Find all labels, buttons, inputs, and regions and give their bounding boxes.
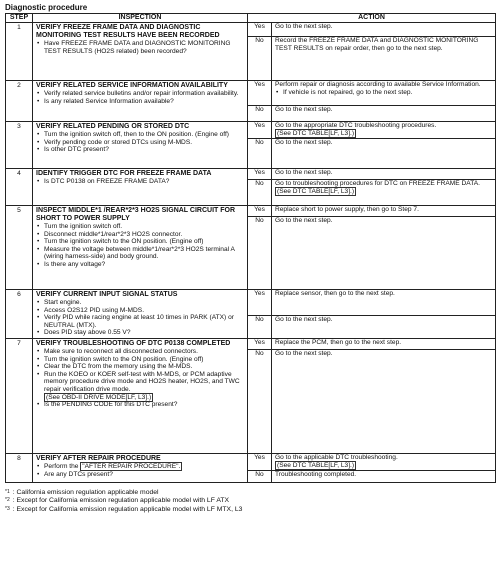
- inspection-cell: [33, 169, 248, 206]
- action-text: Go to troubleshooting procedures for DTC on FREEZE FRAME DATA.: [275, 180, 480, 187]
- inspection-bullet: • Have FREEZE FRAME DATA and DIAGNOSTIC MONITORING TEST RESULTS (HO2S related) been recorded?: [36, 40, 245, 55]
- action-no: Go to the next step.: [272, 315, 496, 338]
- action-bullet: • If vehicle is not repaired, go to the next step.: [275, 89, 493, 97]
- step-title: VERIFY TROUBLESHOOTING OF DTC P0138 COMPLETED: [36, 339, 231, 347]
- footnote-mark: *3: [5, 505, 10, 512]
- inspection-bullet: • Is there any voltage?: [36, 261, 245, 269]
- inspection-bullet: • Measure the voltage between middle*1/rear*2*3 HO2S terminal A (wiring harness-side) and body ground.: [36, 246, 245, 261]
- answer-yes: Yes: [248, 81, 272, 106]
- action-yes: [272, 81, 496, 106]
- inspection-bullet: • Are any DTCs present?: [36, 471, 245, 479]
- answer-no: No: [248, 349, 272, 453]
- action-text: Go to the appropriate DTC troubleshooting procedures.: [275, 122, 437, 129]
- header-step: STEP: [6, 14, 33, 23]
- inspection-cell: [33, 81, 248, 122]
- action-yes: [272, 122, 496, 139]
- inspection-bullet: • Verify PID while racing engine at least 10 times in PARK (ATX) or NEUTRAL (MTX).: [36, 314, 245, 329]
- inspection-bullet: • Does PID stay above 0.55 V?: [36, 329, 245, 337]
- inspection-bullet: • Turn the ignition switch to the ON position. (Engine off): [36, 238, 245, 246]
- dtc-table-link[interactable]: (See DTC TABLE[LF, L3].): [277, 129, 355, 137]
- inspection-cell: [33, 453, 248, 482]
- answer-yes: Yes: [248, 338, 272, 349]
- inspection-cell: [33, 290, 248, 339]
- inspection-bullet: • Clear the DTC from the memory using the M-MDS.: [36, 363, 245, 371]
- footnote-mark: *1: [5, 488, 10, 495]
- inspection-bullet: • Is the PENDING CODE for this DTC present?: [36, 401, 245, 409]
- step-title: VERIFY RELATED PENDING OR STORED DTC: [36, 123, 190, 130]
- inspection-bullet: [36, 463, 245, 471]
- action-no: Go to the next step.: [272, 139, 496, 169]
- action-no: Go to the next step.: [272, 349, 496, 453]
- action-yes: [272, 453, 496, 470]
- step-number: 6: [6, 290, 33, 339]
- page-heading: Diagnostic procedure: [5, 3, 88, 12]
- answer-yes: Yes: [248, 290, 272, 316]
- answer-yes: Yes: [248, 206, 272, 217]
- dtc-table-link[interactable]: (See DTC TABLE[LF, L3].): [277, 187, 355, 195]
- answer-no: No: [248, 106, 272, 122]
- obd-drive-mode-link[interactable]: (See OBD-II DRIVE MODE[LF, L3].): [46, 393, 152, 401]
- footnote-text: : Except for California emission regulation applicable model with LF MTX, L3: [12, 505, 243, 513]
- step-number: 8: [6, 453, 33, 482]
- inspection-bullet: • Disconnect middle*1/rear*2*3 HO2S connector.: [36, 231, 245, 239]
- inspection-cell: [33, 206, 248, 290]
- step-number: 3: [6, 122, 33, 169]
- inspection-bullet: [36, 371, 245, 401]
- step-title: VERIFY AFTER REPAIR PROCEDURE: [36, 454, 161, 462]
- footnote: [5, 506, 495, 514]
- action-yes: Go to the next step.: [272, 169, 496, 180]
- answer-yes: Yes: [248, 23, 272, 37]
- step-title: INSPECT MIDDLE*1 /REAR*2*3 HO2S SIGNAL CIRCUIT FOR SHORT TO POWER SUPPLY: [36, 207, 236, 222]
- action-yes: Replace sensor, then go to the next step.: [272, 290, 496, 316]
- action-yes: Replace short to power supply, then go to Step 7.: [272, 206, 496, 217]
- action-yes: Replace the PCM, then go to the next step.: [272, 338, 496, 349]
- answer-yes: Yes: [248, 169, 272, 180]
- inspection-cell: [33, 23, 248, 81]
- answer-no: No: [248, 217, 272, 290]
- answer-no: No: [248, 180, 272, 206]
- after-repair-procedure-link[interactable]: "AFTER REPAIR PROCEDURE".: [82, 462, 181, 470]
- step-title: IDENTIFY TRIGGER DTC FOR FREEZE FRAME DATA: [36, 170, 212, 177]
- step-title: VERIFY CURRENT INPUT SIGNAL STATUS: [36, 291, 178, 298]
- diagnostic-table: [5, 13, 496, 483]
- action-no: Record the FREEZE FRAME DATA and DIAGNOSTIC MONITORING TEST RESULTS on repair order, then go to the next step.: [272, 37, 496, 81]
- step-number: 7: [6, 338, 33, 453]
- bullet-text: Run the KOEO or KOER self-test with M-MDS, or PCM adaptive memory procedure drive mode and HO2S heater, HO2S, and TWC repair verification drive mode.: [44, 370, 240, 393]
- header-inspection: INSPECTION: [33, 14, 248, 23]
- footnote-text: : California emission regulation applicable model: [12, 488, 159, 496]
- inspection-bullet: • Turn the ignition switch off, then to the ON position. (Engine off): [36, 131, 245, 139]
- inspection-cell: [33, 122, 248, 169]
- action-no: Go to the next step.: [272, 106, 496, 122]
- answer-yes: Yes: [248, 453, 272, 470]
- inspection-bullet: • Make sure to reconnect all disconnected connectors.: [36, 348, 245, 356]
- bullet-text: Perform the: [44, 462, 79, 470]
- footnote: [5, 489, 495, 497]
- step-number: 4: [6, 169, 33, 206]
- footnote-mark: *2: [5, 497, 10, 504]
- step-title: VERIFY FREEZE FRAME DATA AND DIAGNOSTIC MONITORING TEST RESULTS HAVE BEEN RECORDED: [36, 24, 220, 39]
- inspection-bullet: • Is DTC P0138 on FREEZE FRAME DATA?: [36, 178, 245, 186]
- inspection-bullet: • Verify pending code or stored DTCs using M-MDS.: [36, 139, 245, 147]
- inspection-bullet: • Is any related Service Information available?: [36, 98, 245, 106]
- answer-no: No: [248, 315, 272, 338]
- action-no: [272, 180, 496, 206]
- inspection-cell: [33, 338, 248, 453]
- inspection-bullet: • Turn the ignition switch to the ON position. (Engine off): [36, 356, 245, 364]
- action-no: Go to the next step.: [272, 217, 496, 290]
- inspection-bullet: • Turn the ignition switch off.: [36, 223, 245, 231]
- inspection-bullet: • Start engine.: [36, 299, 245, 307]
- footnote-text: : Except for California emission regulation applicable model with LF ATX: [12, 497, 230, 505]
- step-title: VERIFY RELATED SERVICE INFORMATION AVAILABILITY: [36, 82, 228, 89]
- action-yes: Go to the next step.: [272, 23, 496, 37]
- answer-no: No: [248, 37, 272, 81]
- footnotes: [5, 489, 495, 514]
- answer-no: No: [248, 139, 272, 169]
- action-no: Troubleshooting completed.: [272, 470, 496, 482]
- answer-no: No: [248, 470, 272, 482]
- step-number: 2: [6, 81, 33, 122]
- header-action: ACTION: [248, 14, 496, 23]
- inspection-bullet: • Verify related service bulletins and/or repair information availability.: [36, 90, 245, 98]
- step-number: 5: [6, 206, 33, 290]
- footnote: [5, 497, 495, 505]
- action-text: Perform repair or diagnosis according to available Service Information.: [275, 81, 481, 88]
- action-text: Go to the applicable DTC troubleshooting.: [275, 453, 398, 461]
- inspection-bullet: • Access O2S12 PID using M-MDS.: [36, 307, 245, 315]
- answer-yes: Yes: [248, 122, 272, 139]
- dtc-table-link[interactable]: (See DTC TABLE[LF, L3].): [277, 461, 355, 469]
- step-number: 1: [6, 23, 33, 81]
- inspection-bullet: • Is other DTC present?: [36, 146, 245, 154]
